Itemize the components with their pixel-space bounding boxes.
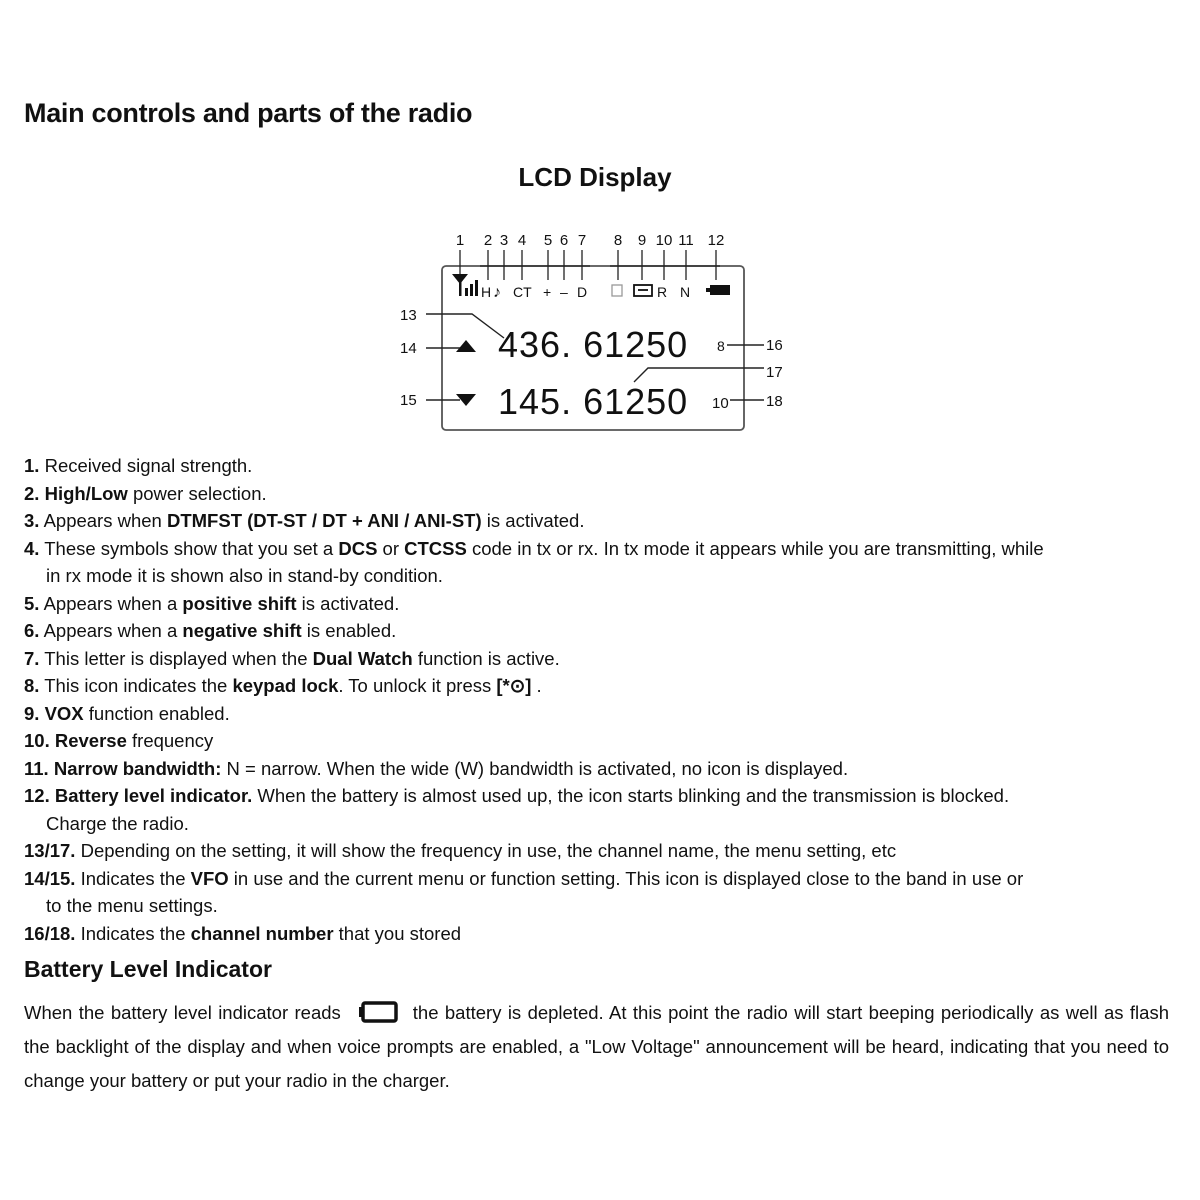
callout-18: 18 — [766, 393, 783, 410]
right-callouts — [766, 337, 783, 410]
callout-16: 16 — [766, 337, 783, 354]
plus-shift-symbol: + — [543, 284, 552, 300]
legend-item — [24, 782, 1174, 837]
legend-item-text: negative shift — [182, 620, 302, 641]
callout-13: 13 — [400, 307, 417, 324]
legend-item-number: 5. — [24, 592, 40, 614]
callout-11: 11 — [678, 232, 694, 249]
legend-item-number: 1. — [24, 455, 40, 476]
top-callout-numbers — [456, 232, 725, 249]
legend-item — [24, 672, 1174, 700]
legend-item-text: . — [531, 675, 542, 696]
narrow-symbol: N — [680, 284, 691, 300]
callout-9: 9 — [637, 232, 647, 249]
left-callouts — [400, 307, 417, 409]
legend-item-number: 13/17. — [24, 840, 76, 861]
legend-item-text: Received signal strength. — [44, 455, 253, 476]
legend-item-text: This icon indicates the — [44, 675, 233, 696]
legend-item — [24, 727, 1174, 755]
legend-item-number: 14/15. — [24, 867, 76, 889]
callout-5: 5 — [543, 232, 553, 249]
legend-item-number: 11. — [24, 757, 49, 779]
legend-item-text: Appears when a — [43, 620, 183, 641]
legend-item-text: that you stored — [333, 922, 462, 944]
legend-item-number: 10. — [24, 730, 50, 751]
legend-item-text: When the battery is almost used up, the icon starts blinking and the transmission is blocked. — [252, 785, 1010, 806]
callout-8: 8 — [613, 232, 623, 249]
vox-icon — [634, 285, 652, 296]
top-leader-lines — [460, 250, 720, 280]
callout-3: 3 — [499, 232, 509, 249]
page-title: Main controls and parts of the radio — [24, 98, 473, 128]
callout-10: 10 — [655, 232, 673, 249]
legend-item-continuation: to the menu settings. — [46, 895, 218, 916]
legend-item-text: is enabled. — [301, 620, 397, 641]
legend-item-continuation: in rx mode it is shown also in stand-by condition. — [46, 565, 443, 586]
legend-item-text: DTMFST (DT-ST / DT + ANI / ANI-ST) — [166, 510, 482, 531]
legend-item-text: in use and the current menu or function setting. This icon is displayed close to the band in use or — [228, 867, 1024, 889]
left-leader-lines — [426, 314, 504, 400]
legend-item-number: 3. — [24, 510, 40, 531]
legend-item — [24, 507, 1174, 535]
callout-2: 2 — [483, 232, 493, 249]
callout-14: 14 — [400, 340, 417, 357]
legend-item-text: Indicates the — [80, 867, 191, 889]
legend-item — [24, 617, 1174, 645]
battery-para-before: When the battery level indicator reads — [24, 1002, 341, 1023]
legend-item — [24, 480, 1174, 508]
legend-item-text: Appears when — [43, 510, 167, 531]
legend-item-text: . To unlock it press — [338, 675, 497, 696]
legend-item-text: Depending on the setting, it will show the frequency in use, the channel name, the menu setting, etc — [80, 840, 897, 861]
legend-item-number: 2. — [24, 482, 40, 504]
callout-6: 6 — [559, 232, 569, 249]
legend-item-text: frequency — [126, 730, 214, 751]
legend-item-text: [*⊙] — [496, 675, 532, 696]
keypad-lock-icon — [612, 285, 622, 296]
legend-item-text: Reverse — [54, 730, 127, 751]
legend-item-text: power selection. — [127, 482, 267, 504]
legend-item — [24, 452, 1174, 480]
legend-item-number: 4. — [24, 537, 40, 559]
lcd-diagram — [380, 222, 800, 437]
legend-item — [24, 755, 1174, 783]
legend-item-text: This letter is displayed when the — [44, 647, 313, 669]
ct-symbol: CT — [513, 284, 532, 300]
legend-item-text: function is active. — [412, 647, 560, 669]
battery-heading: Battery Level Indicator — [24, 956, 272, 982]
callout-15: 15 — [400, 392, 417, 409]
callout-12: 12 — [707, 232, 725, 249]
callout-1: 1 — [455, 232, 465, 249]
legend-item-text: These symbols show that you set a — [44, 537, 339, 559]
legend-item-text: is activated. — [296, 592, 400, 614]
dual-watch-symbol: D — [577, 284, 588, 300]
legend-item-text: is activated. — [481, 510, 585, 531]
legend-item — [24, 837, 1174, 865]
legend-item-text: Narrow bandwidth: — [53, 757, 222, 779]
legend-item-text: High/Low — [44, 482, 128, 504]
legend-item-number: 9. — [24, 702, 40, 724]
legend-item-continuation: Charge the radio. — [46, 812, 189, 834]
legend-item-text: keypad lock — [232, 675, 339, 696]
legend-item-text: DCS — [338, 537, 378, 559]
legend-list — [24, 452, 1174, 947]
legend-item-text: Appears when a — [43, 592, 183, 614]
legend-item — [24, 865, 1174, 920]
legend-item-text: Dual Watch — [312, 647, 413, 669]
frequency-top: 436. 61250 — [498, 324, 689, 365]
reverse-symbol: R — [657, 284, 668, 300]
legend-item-text: Battery level indicator. — [54, 785, 253, 806]
legend-item-text: positive shift — [182, 592, 297, 614]
legend-item — [24, 920, 1174, 948]
battery-para-after: the battery is depleted. At this point the radio will start beeping periodically as well as flash the backlight of the display and when voice prompts are enabled, a "Low Voltage" announcement will be heard, indicating that you need to change your battery or put your radio in the charger. — [24, 1002, 1169, 1091]
minus-shift-symbol: – — [560, 284, 568, 300]
frequency-bottom: 145. 61250 — [498, 381, 689, 422]
legend-item — [24, 645, 1174, 673]
signal-strength-icon — [452, 274, 478, 296]
high-power-symbol: H — [481, 284, 492, 300]
legend-item-text: N = narrow. When the wide (W) bandwidth is activated, no icon is displayed. — [221, 757, 849, 779]
legend-item-text: function enabled. — [83, 702, 230, 724]
legend-item-text: CTCSS — [404, 537, 467, 559]
callout-17: 17 — [766, 364, 783, 381]
legend-item — [24, 535, 1174, 590]
battery-paragraph — [24, 996, 1169, 1098]
legend-item-number: 6. — [24, 620, 40, 641]
legend-item — [24, 590, 1174, 618]
legend-item — [24, 700, 1174, 728]
channel-top: 8 — [717, 338, 725, 354]
legend-item-text: channel number — [190, 922, 334, 944]
legend-item-text: VFO — [190, 867, 229, 889]
legend-item-text: or — [377, 537, 405, 559]
battery-level-icon — [706, 285, 730, 295]
legend-item-text: VOX — [44, 702, 84, 724]
legend-item-text: Indicates the — [80, 922, 191, 944]
dtmf-symbol-icon: ♪ — [493, 284, 501, 301]
lcd-heading: LCD Display — [518, 162, 672, 192]
legend-item-text: code in tx or rx. In tx mode it appears while you are transmitting, while — [466, 537, 1044, 559]
callout-7: 7 — [577, 232, 587, 249]
legend-item-number: 7. — [24, 647, 40, 669]
legend-item-number: 12. — [24, 785, 50, 806]
legend-item-number: 8. — [24, 675, 40, 696]
empty-battery-icon — [357, 1001, 399, 1023]
vfo-up-arrow-icon — [456, 340, 476, 352]
legend-item-number: 16/18. — [24, 922, 76, 944]
channel-bottom: 10 — [712, 395, 729, 412]
callout-4: 4 — [517, 232, 527, 249]
